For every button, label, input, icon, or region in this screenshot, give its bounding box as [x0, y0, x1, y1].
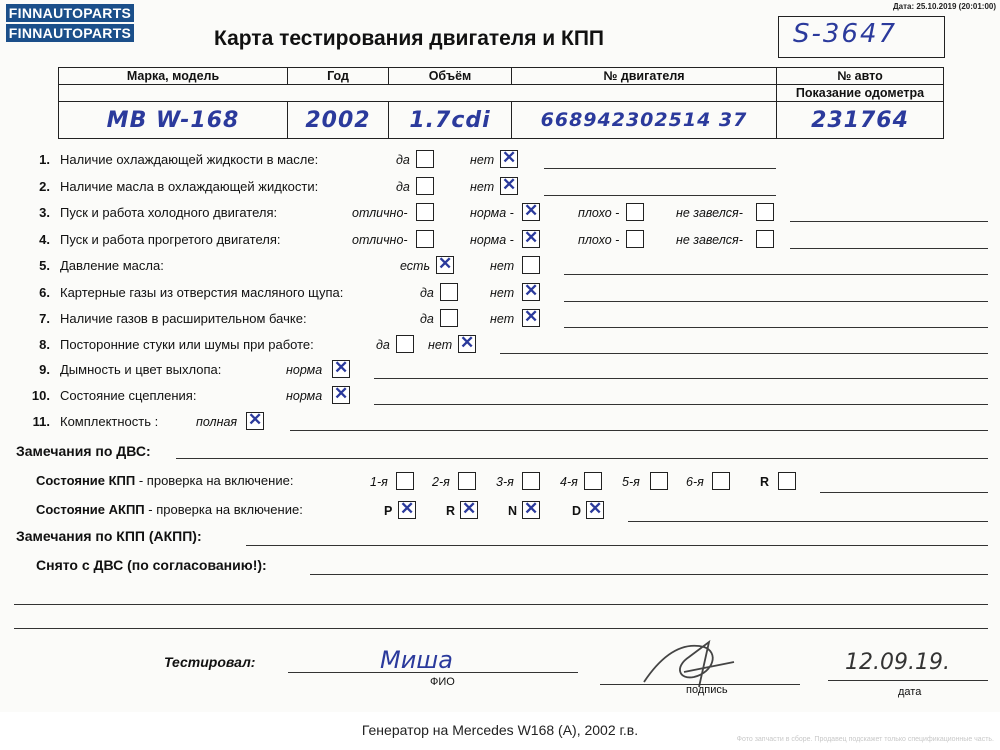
stock-number-box: [778, 16, 945, 58]
signature-caption: подпись: [686, 684, 728, 696]
kpp-gear-label: 5-я: [622, 475, 640, 489]
checklist-option-label: да: [396, 153, 410, 167]
akpp-label: Состояние АКПП - проверка на включение:: [36, 502, 303, 517]
tested-by-label: Тестировал:: [164, 654, 256, 670]
akpp-gear-label: R: [446, 504, 456, 518]
checkbox[interactable]: [436, 256, 454, 274]
checklist-number: 1.: [39, 152, 50, 167]
checklist-option-label: норма -: [470, 206, 514, 220]
fio-value: Миша: [380, 646, 453, 674]
checklist-answer-line: [290, 430, 988, 431]
checklist-option-label: норма: [286, 363, 323, 377]
checklist-option-label: норма: [286, 389, 323, 403]
checkbox[interactable]: [756, 203, 774, 221]
removed-line-1: [310, 574, 988, 575]
col-model-header: Марка, модель: [59, 68, 288, 85]
checkbox[interactable]: [500, 177, 518, 195]
checklist-answer-line: [544, 195, 776, 196]
checklist-number: 11.: [32, 414, 50, 429]
checklist-answer-line: [374, 378, 988, 379]
engine-cell: [512, 102, 777, 139]
checklist-label: Пуск и работа холодного двигателя:: [60, 205, 278, 220]
kpp-gear-checkbox[interactable]: [458, 472, 476, 490]
checklist-answer-line: [374, 404, 988, 405]
checklist-option-label: нет: [470, 180, 495, 194]
signature-mark: [634, 632, 744, 692]
checklist-answer-line: [564, 327, 988, 328]
checkbox[interactable]: [416, 177, 434, 195]
checkbox[interactable]: [522, 283, 540, 301]
kpp-gear-checkbox[interactable]: [396, 472, 414, 490]
checklist-number: 6.: [39, 285, 50, 300]
date-line: [828, 680, 988, 681]
footer-watermark: Фото запчасти в сборе. Продавец подскажет только спецификационные часть.: [736, 736, 994, 743]
checklist-answer-line: [790, 248, 988, 249]
checklist-option-label: не завелся-: [676, 233, 743, 247]
col-odometer-header: Показание одометра: [777, 85, 944, 102]
checkbox[interactable]: [332, 386, 350, 404]
checklist-label: Наличие охлаждающей жидкости в масле:: [60, 152, 319, 167]
year-cell: [288, 102, 389, 139]
kpp-gear-checkbox[interactable]: [650, 472, 668, 490]
kpp-gear-label: 6-я: [686, 475, 704, 489]
checkbox[interactable]: [416, 230, 434, 248]
akpp-gear-checkbox[interactable]: [522, 501, 540, 519]
kpp-line: [820, 492, 988, 493]
remarks-kpp-line: [246, 545, 988, 546]
model-cell: [59, 102, 288, 139]
engine-number-value: 668942302514 37: [540, 109, 748, 131]
odometer-cell: [777, 102, 944, 139]
checklist-label: Давление масла:: [60, 258, 164, 273]
checkbox[interactable]: [522, 203, 540, 221]
checklist-option-label: да: [396, 180, 410, 194]
akpp-gear-label: N: [508, 504, 518, 518]
checklist-option-label: нет: [490, 286, 515, 300]
checklist-option-label: не завелся-: [676, 206, 743, 220]
checkbox[interactable]: [440, 283, 458, 301]
checklist-label: Комплектность :: [60, 414, 159, 429]
checklist-option-label: да: [420, 286, 434, 300]
akpp-gear-label: P: [384, 504, 393, 518]
kpp-gear-label: 3-я: [496, 475, 514, 489]
akpp-gear-checkbox[interactable]: [398, 501, 416, 519]
checklist-option-label: нет: [490, 312, 515, 326]
checklist-number: 9.: [39, 362, 50, 377]
checklist-answer-line: [790, 221, 988, 222]
removed-label: Снято с ДВС (по согласованию!):: [36, 557, 267, 573]
remarks-kpp-label: Замечания по КПП (АКПП):: [16, 528, 202, 544]
checklist-label: Пуск и работа прогретого двигателя:: [60, 232, 281, 247]
volume-value: 1.7cdi: [409, 107, 491, 133]
year-value: 2002: [305, 107, 371, 133]
kpp-gear-label: 2-я: [432, 475, 450, 489]
remarks-engine-label: Замечания по ДВС:: [16, 443, 151, 459]
checklist-label: Состояние сцепления:: [60, 388, 197, 403]
checklist-option-label: норма -: [470, 233, 514, 247]
checklist-answer-line: [544, 168, 776, 169]
col-auto-header: № авто: [777, 68, 944, 85]
akpp-line: [628, 521, 988, 522]
kpp-gear-label: 4-я: [560, 475, 578, 489]
brand-logo: FINNAUTOPARTS: [6, 4, 134, 22]
checklist-option-label: плохо -: [578, 233, 620, 247]
volume-cell: [389, 102, 512, 139]
checklist-option-label: нет: [470, 153, 495, 167]
odometer-value: 231764: [811, 107, 909, 133]
checklist-option-label: нет: [490, 259, 515, 273]
kpp-gear-label: R: [760, 475, 770, 489]
checkbox[interactable]: [246, 412, 264, 430]
checklist-label: Дымность и цвет выхлопа:: [60, 362, 222, 377]
checkbox[interactable]: [500, 150, 518, 168]
checklist-number: 10.: [31, 388, 50, 403]
kpp-label: Состояние КПП - проверка на включение:: [36, 473, 294, 488]
checklist-option-label: отлично-: [352, 206, 408, 220]
model-value: MB W-168: [106, 107, 240, 133]
checklist-option-label: нет: [428, 338, 453, 352]
checkbox[interactable]: [522, 309, 540, 327]
checkbox[interactable]: [522, 230, 540, 248]
vehicle-header-table: [58, 67, 944, 139]
col-year-header: Год: [288, 68, 389, 85]
checkbox[interactable]: [458, 335, 476, 353]
checkbox[interactable]: [332, 360, 350, 378]
checkbox[interactable]: [416, 150, 434, 168]
checklist-option-label: да: [376, 338, 390, 352]
fio-caption: ФИО: [430, 676, 455, 688]
photo-caption: Генератор на Mercedes W168 (A), 2002 г.в.: [361, 722, 639, 738]
checklist-answer-line: [564, 301, 988, 302]
checklist-option-label: есть: [400, 259, 431, 273]
checklist-answer-line: [564, 274, 988, 275]
checklist-label: Посторонние стуки или шумы при работе:: [60, 337, 314, 352]
checklist-label: Наличие масла в охлаждающей жидкости:: [60, 179, 319, 194]
checklist-number: 7.: [39, 311, 50, 326]
col-volume-header: Объём: [389, 68, 512, 85]
checklist-number: 3.: [39, 205, 50, 220]
date-stamp: Дата: 25.10.2019 (20:01:00): [892, 2, 996, 11]
kpp-gear-label: 1-я: [370, 475, 388, 489]
checkbox[interactable]: [626, 230, 644, 248]
remarks-engine-line: [176, 458, 988, 459]
akpp-gear-checkbox[interactable]: [586, 501, 604, 519]
kpp-gear-checkbox[interactable]: [584, 472, 602, 490]
brand-logo-secondary: FINNAUTOPARTS: [6, 24, 134, 42]
checklist-label: Наличие газов в расширительном бачке:: [60, 311, 307, 326]
checklist-number: 4.: [39, 232, 50, 247]
removed-line-3: [14, 628, 988, 629]
stock-number: S-3647: [793, 19, 898, 49]
checklist-answer-line: [500, 353, 988, 354]
kpp-gear-checkbox[interactable]: [778, 472, 796, 490]
removed-line-2: [14, 604, 988, 605]
checklist-option-label: полная: [196, 415, 238, 429]
checklist-number: 8.: [39, 337, 50, 352]
checkbox[interactable]: [756, 230, 774, 248]
akpp-gear-label: D: [572, 504, 582, 518]
checkbox[interactable]: [440, 309, 458, 327]
checkbox[interactable]: [522, 256, 540, 274]
date-value: 12.09.19.: [845, 650, 950, 675]
checklist-option-label: отлично-: [352, 233, 408, 247]
checklist-label: Картерные газы из отверстия масляного щупа:: [60, 285, 344, 300]
col-engine-header: № двигателя: [512, 68, 777, 85]
checklist-option-label: плохо -: [578, 206, 620, 220]
kpp-gear-checkbox[interactable]: [522, 472, 540, 490]
checkbox[interactable]: [416, 203, 434, 221]
checklist-option-label: да: [420, 312, 434, 326]
checklist-number: 2.: [39, 179, 50, 194]
checkbox[interactable]: [396, 335, 414, 353]
akpp-gear-checkbox[interactable]: [460, 501, 478, 519]
page-title: Карта тестирования двигателя и КПП: [214, 27, 605, 50]
checkbox[interactable]: [626, 203, 644, 221]
kpp-gear-checkbox[interactable]: [712, 472, 730, 490]
checklist-number: 5.: [39, 258, 50, 273]
date-caption: дата: [898, 686, 922, 698]
